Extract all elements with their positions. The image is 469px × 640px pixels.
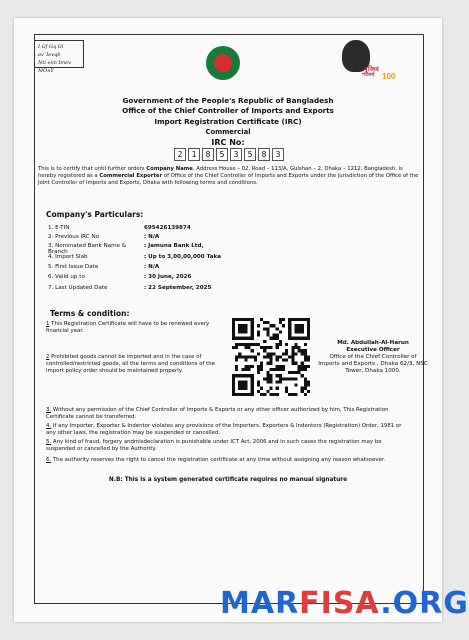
term-3 (46, 407, 406, 421)
irc-digit: 5 (216, 148, 228, 161)
term-1 (46, 321, 224, 335)
verification-qr-code (232, 318, 310, 396)
portrait-number: 100 (382, 72, 396, 81)
particular-row (48, 234, 159, 240)
portrait-tag-2: শতবর্ষ (362, 72, 375, 78)
particular-row (48, 264, 159, 270)
handwritten-line-2: Nti eim Ímev MÖnY (38, 60, 71, 74)
term-2 (46, 354, 224, 375)
portrait-tag: মুজিব (364, 65, 379, 73)
system-generated-note: N.B: This is a system generated certificate requires no manual signature (108, 477, 348, 483)
particular-value: : Jamuna Bank Ltd, (144, 243, 204, 249)
particular-key: 1. E-TIN (48, 225, 70, 231)
intro-company-label: Company Name (146, 166, 193, 172)
term-text: If any Importer, Exporter & Indentor violates any provisions of the Importers, Exporters & Indentors (Registration) Order, 1981 or any other laws, the registration may be suspended or cancelled. (46, 423, 402, 436)
particular-row (48, 254, 221, 260)
handwritten-line-1: I Gf Gq Gl av¯Íevqb (38, 44, 64, 58)
term-text: The authority reserves the right to cancel the registration certificate at any time without assigning any reason whatsoever. (52, 457, 386, 463)
term-number: 6. (46, 457, 52, 463)
intro-exporter-label: Commercial Exporter (99, 173, 163, 179)
watermark-part-1: MAR (220, 586, 300, 621)
particular-value: : Up to 3,00,00,000 Taka (144, 254, 221, 260)
particular-row (48, 274, 191, 280)
irc-number (174, 148, 286, 161)
handwritten-note-box (34, 40, 84, 74)
irc-label: IRC No: (211, 138, 245, 147)
particular-key: 4. Import Slab (48, 254, 88, 260)
term-number: 3. (46, 407, 52, 413)
particular-key: 3. Nominated Bank Name & Branch (48, 243, 127, 255)
irc-digit: 8 (258, 148, 270, 161)
intro-part-2: , Address House – 02, Road – 113/A, Gulshan – 2, Dhaka – 1212, Bangladesh, is hereby registered as a (38, 166, 403, 179)
particular-value: : N/A (144, 234, 160, 240)
signatory-block (318, 340, 428, 375)
irc-digit: 8 (202, 148, 214, 161)
term-text: Prohibited goods cannot be imported and in the case of controlled/restricted goods, all the terms and conditions of the import policy order should be maintained properly. (46, 354, 215, 374)
term-5 (46, 439, 406, 453)
irc-digit: 2 (174, 148, 186, 161)
term-number: 1 (46, 321, 50, 327)
signatory-office: Office of the Chief Controller of Imports and Exports , Dhaka 62/3, NSC Tower, Dhaka 1000. (318, 354, 428, 374)
terms-title: Terms & condition: (50, 309, 130, 318)
particular-value: : 30 June, 2026 (144, 274, 192, 280)
intro-part-3: of Office of the Chief Controller of Imports and Exports under the jurisdiction of the Office of the Joint Controller of Imports and Exports, Dhaka with following terms and conditions. (38, 173, 419, 186)
term-text: Without any permission of the Chief Controller of Imports & Exports or any other officer authorized by him, This Registration Certificate cannot be transferred. (46, 407, 389, 420)
bangladesh-govt-emblem-icon (206, 46, 240, 80)
term-number: 5. (46, 439, 52, 445)
signatory-title: Executive Officer (346, 347, 400, 353)
irc-digit: 3 (272, 148, 284, 161)
term-text: This Registration Certificate will have to be renewed every financial year. (46, 321, 210, 334)
mujib-portrait-logo (336, 38, 402, 82)
particular-value: : 22 September, 2025 (144, 285, 212, 291)
particular-key: 2. Previous IRC No (48, 234, 100, 240)
particular-row (48, 225, 191, 231)
term-4 (46, 423, 406, 437)
intro-part-1: This is to certify that until further orders (38, 166, 147, 172)
watermark-part-3: .ORG (380, 586, 469, 621)
particular-key: 7. Last Updated Date (48, 285, 108, 291)
term-number: 2 (46, 354, 50, 360)
header-certificate-title: Import Registration Certificate (IRC) (154, 117, 302, 126)
particular-row (48, 285, 211, 291)
header-category: Commercial (205, 128, 251, 136)
irc-digit: 1 (188, 148, 200, 161)
header-office: Office of the Chief Controller of Imports and Exports (122, 106, 334, 115)
signatory-name: Md. Abdullah-Al-Harun (337, 340, 409, 346)
term-number: 4. (46, 423, 52, 429)
term-6 (46, 457, 406, 464)
particular-key: 5. First Issue Date (48, 264, 99, 270)
irc-digit: 5 (244, 148, 256, 161)
term-text: Any kind of fraud, forgery andmisdeclaration is punishable under ICT Act, 2006 and in such cases the registration may be suspended or cancelled by the Authority. (46, 439, 382, 452)
header-govt: Government of the People's Republic of Bangladesh (122, 96, 334, 105)
particular-value: : N/A (144, 264, 160, 270)
particulars-title: Company's Particulars: (46, 210, 144, 219)
marfisa-watermark (220, 586, 469, 621)
certification-statement (38, 166, 420, 187)
irc-digit: 3 (230, 148, 242, 161)
watermark-part-2: FISA (299, 586, 381, 621)
particular-value: 695426139874 (144, 225, 191, 231)
particular-key: 6. Valid up to (48, 274, 85, 280)
